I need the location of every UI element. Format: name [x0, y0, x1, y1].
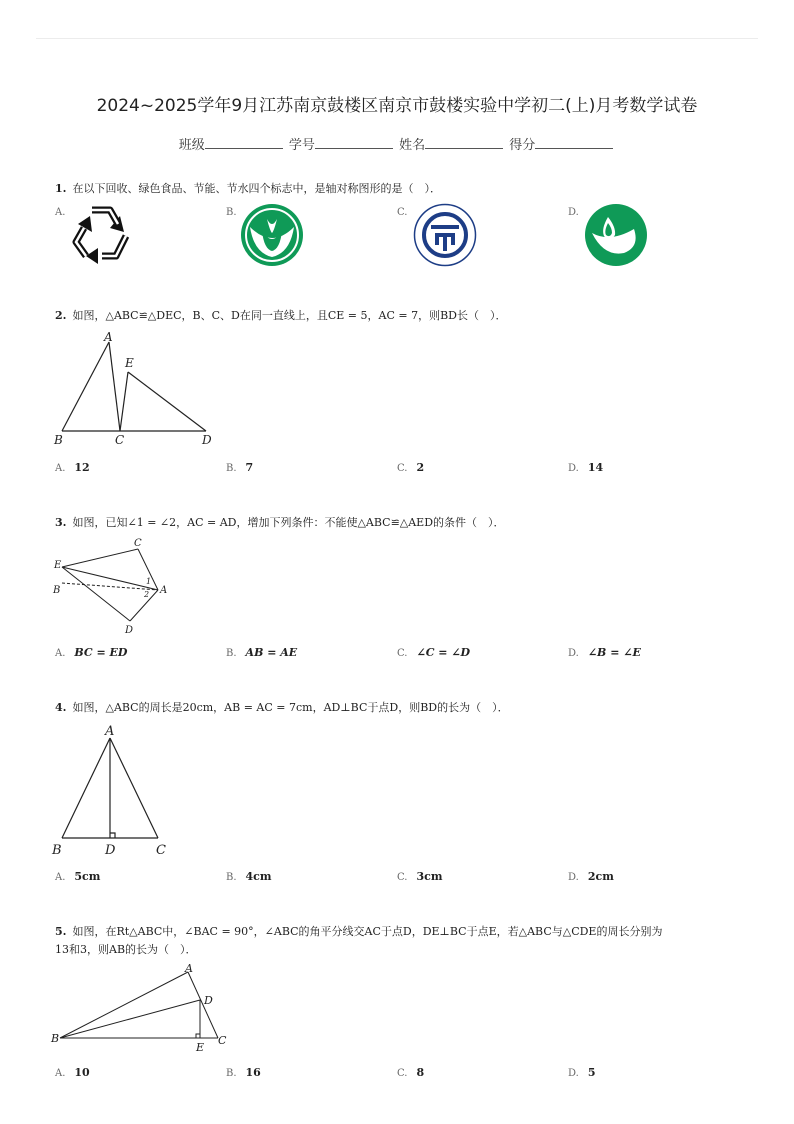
q5-label-a: A [185, 962, 193, 975]
q5-option-b[interactable]: B. 16 [226, 1066, 261, 1079]
question-2-text: 如图，△ABC≌△DEC，B、C、D在同一直线上，且CE = 5，AC = 7，则BD长（ ）． [72, 309, 507, 322]
q3-label-e: E [54, 560, 62, 571]
question-3-text: 如图，已知∠1 = ∠2，AC = AD，增加下列条件：不能使△ABC≌△AED的条件（ ）． [72, 516, 505, 529]
q2-option-c[interactable]: C. 2 [397, 461, 425, 474]
question-3: 3. 如图，已知∠1 = ∠2，AC = AD，增加下列条件：不能使△ABC≌△AED的条件（ ）． [55, 516, 505, 529]
question-4-text: 如图，△ABC的周长是20cm，AB = AC = 7cm，AD⊥BC于点D，则BD的长为（ ）． [72, 701, 509, 714]
q3-triangle-figure [50, 535, 180, 637]
q1-option-c-letter[interactable]: C. [397, 207, 408, 218]
q5-option-a[interactable]: A. 10 [55, 1066, 90, 1079]
question-1: 1. 在以下回收、绿色食品、节能、节水四个标志中，是轴对称图形的是（ ）． [55, 182, 441, 195]
q5-label-c: C [218, 1034, 227, 1047]
q5-label-e: E [196, 1041, 205, 1054]
water-saving-logo-icon[interactable] [584, 203, 648, 267]
q4-label-c: C [156, 843, 166, 858]
q3-option-a[interactable]: A. BC = ED [55, 646, 128, 659]
question-4: 4. 如图，△ABC的周长是20cm，AB = AC = 7cm，AD⊥BC于点D，则BD的长为（ ）． [55, 701, 509, 714]
q4-label-b: B [52, 843, 62, 858]
question-5-text-line2: 13和3，则AB的长为（ ）． [55, 943, 197, 956]
q2-label-c: C [115, 433, 125, 447]
q4-option-d[interactable]: D. 2cm [568, 870, 614, 883]
q2-label-d: D [202, 433, 212, 447]
q5-option-d[interactable]: D. 5 [568, 1066, 596, 1079]
q4-label-a: A [105, 724, 115, 739]
q3-angle-2-label: 2 [144, 590, 150, 599]
q5-label-b: B [51, 1032, 60, 1045]
q5-triangle-figure [48, 962, 238, 1056]
q5-option-c[interactable]: C. 8 [397, 1066, 425, 1079]
q4-option-a[interactable]: A. 5cm [55, 870, 101, 883]
question-2: 2. 如图，△ABC≌△DEC，B、C、D在同一直线上，且CE = 5，AC = 7，则BD长（ ）． [55, 309, 507, 322]
q2-option-d[interactable]: D. 14 [568, 461, 604, 474]
q2-label-b: B [54, 433, 63, 447]
q3-option-d[interactable]: D. ∠B = ∠E [568, 646, 641, 659]
green-food-logo-icon[interactable] [240, 203, 304, 267]
q5-label-d: D [204, 994, 213, 1007]
q4-option-b[interactable]: B. 4cm [226, 870, 272, 883]
page-title: 2024~2025学年9月江苏南京鼓楼区南京市鼓楼实验中学初二(上)月考数学试卷 [96, 96, 698, 116]
q1-option-d-letter[interactable]: D. [568, 207, 579, 218]
name-field[interactable]: 姓名 [399, 134, 505, 153]
q2-triangle-figure [50, 330, 220, 450]
q3-label-d: D [125, 625, 134, 636]
q1-option-a-letter[interactable]: A. [55, 207, 66, 218]
q3-label-c: C [134, 538, 142, 549]
student-number-field[interactable]: 学号 [289, 134, 395, 153]
q3-angle-1-label: 1 [146, 577, 152, 586]
question-1-text: 在以下回收、绿色食品、节能、节水四个标志中，是轴对称图形的是（ ）． [72, 182, 441, 195]
energy-saving-logo-icon[interactable] [413, 203, 477, 267]
q1-option-b-letter[interactable]: B. [226, 207, 237, 218]
class-field[interactable]: 班级 [179, 134, 285, 153]
recycle-logo-icon[interactable] [68, 202, 134, 266]
score-field[interactable]: 得分 [509, 134, 615, 153]
student-info-fields [0, 134, 794, 153]
q4-option-c[interactable]: C. 3cm [397, 870, 443, 883]
q3-label-b: B [53, 585, 61, 596]
q2-label-a: A [104, 330, 113, 344]
q3-option-c[interactable]: C. ∠C = ∠D [397, 646, 471, 659]
question-5-continued [55, 941, 197, 957]
q3-option-b[interactable]: B. AB = AE [226, 646, 298, 659]
question-5-text: 如图，在Rt△ABC中，∠BAC = 90°，∠ABC的角平分线交AC于点D，DE⊥BC于点E，若△ABC与△CDE的周长分别为 [72, 925, 663, 938]
q2-option-a[interactable]: A. 12 [55, 461, 90, 474]
q4-triangle-figure [48, 722, 178, 860]
question-5: 5. 如图，在Rt△ABC中，∠BAC = 90°，∠ABC的角平分线交AC于点D，DE⊥BC于点E，若△ABC与△CDE的周长分别为 [55, 925, 663, 938]
q2-option-b[interactable]: B. 7 [226, 461, 254, 474]
top-divider [36, 38, 758, 39]
q4-label-d: D [105, 843, 116, 858]
q3-label-a: A [160, 585, 168, 596]
q2-label-e: E [125, 356, 134, 370]
